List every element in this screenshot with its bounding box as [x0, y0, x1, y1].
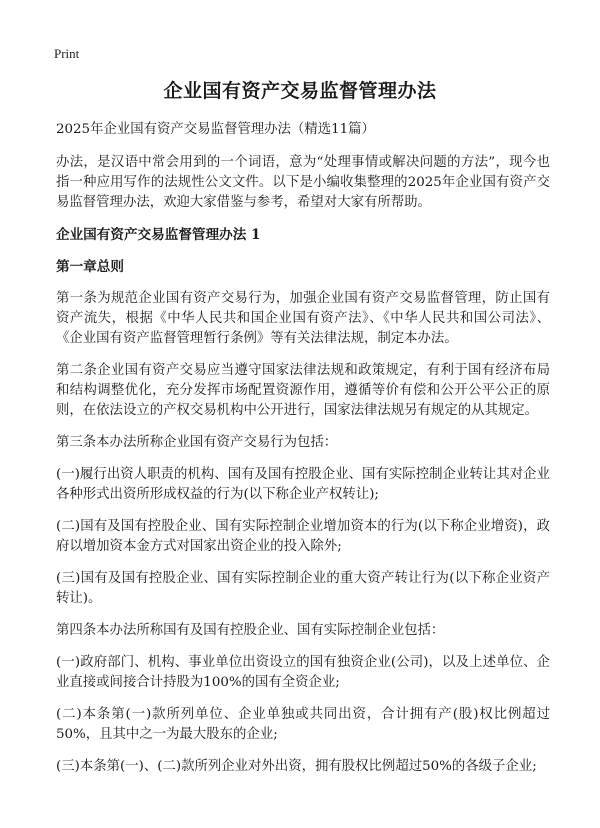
print-link[interactable]: Print — [54, 46, 80, 61]
section-heading: 企业国有资产交易监督管理办法 1 — [56, 227, 261, 243]
article-paragraph: 第二条企业国有资产交易应当遵守国家法律法规和政策规定，有利于国有经济布局和结构调整优化，充分发挥市场配置资源作用，遵循等价有偿和公开公平公正的原则，在依法设立的产权交易机构中公开进行，国家法律法规另有规定的从其规定。 — [56, 363, 550, 418]
page-title: 企业国有资产交易监督管理办法 — [163, 80, 437, 102]
article-paragraph: 第一条为规范企业国有资产交易行为，加强企业国有资产交易监督管理，防止国有资产流失，根据《中华人民共和国企业国有资产法》、《中华人民共和国公司法》、《企业国有资产监督管理暂行条例》等有关法律法规，制定本办法。 — [56, 291, 550, 346]
article-paragraph: (二)国有及国有控股企业、国有实际控制企业增加资本的行为(以下称企业增资)，政府以增加资本金方式对国家出资企业的投入除外; — [56, 519, 550, 554]
intro-paragraph: 办法，是汉语中常会用到的一个词语，意为“处理事情或解决问题的方法”，现今也指一种应用写作的法规性公文文件。以下是小编收集整理的2025年企业国有资产交易监督管理办法，欢迎大家借鉴与参考，希望对大家有所帮助。 — [56, 155, 550, 210]
document-body — [56, 121, 550, 789]
article-paragraph: 第三条本办法所称企业国有资产交易行为包括： — [56, 435, 338, 450]
article-paragraph: (三)国有及国有控股企业、国有实际控制企业的重大资产转让行为(以下称企业资产转让)。 — [56, 571, 550, 606]
chapter-heading: 第一章总则 — [56, 259, 124, 275]
article-paragraph: 第四条本办法所称国有及国有控股企业、国有实际控制企业包括： — [56, 623, 445, 638]
article-paragraph: (二)本条第(一)款所列单位、企业单独或共同出资，合计拥有产(股)权比例超过50%，且其中之一为最大股东的企业; — [56, 707, 550, 742]
article-paragraph: (一)政府部门、机构、事业单位出资设立的国有独资企业(公司)，以及上述单位、企业直接或间接合计持股为100%的国有全资企业; — [56, 655, 550, 690]
article-paragraph: (一)履行出资人职责的机构、国有及国有控股企业、国有实际控制企业转让其对企业各种形式出资所形成权益的行为(以下称企业产权转让); — [56, 467, 550, 502]
article-paragraph: (三)本条第(一)、(二)款所列企业对外出资，拥有股权比例超过50%的各级子企业; — [56, 759, 537, 774]
document-subtitle: 2025年企业国有资产交易监督管理办法（精选11篇） — [56, 122, 375, 137]
